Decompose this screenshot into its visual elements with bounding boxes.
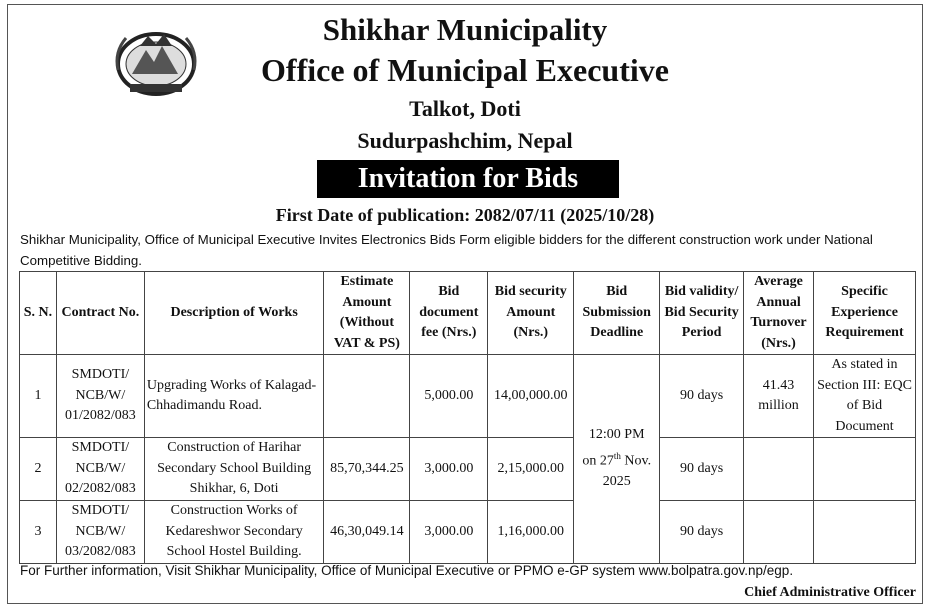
cell-validity: 90 days	[660, 501, 744, 564]
bids-table	[19, 271, 916, 564]
cell-description: Construction of Harihar Secondary School Building Shikhar, 6, Doti	[144, 438, 324, 501]
table-row	[20, 355, 916, 438]
header-contract: Contract No.	[56, 272, 144, 355]
cell-contract: SMDOTI/ NCB/W/ 02/2082/083	[56, 438, 144, 501]
footer-info: For Further information, Visit Shikhar Municipality, Office of Municipal Executive or PPMO e-GP system www.bolpatra.gov.np/egp.	[20, 563, 794, 578]
address-line: Talkot, Doti	[409, 96, 521, 121]
header-validity: Bid validity/ Bid Security Period	[660, 272, 744, 355]
cell-estimate: 85,70,344.25	[324, 438, 410, 501]
cell-estimate	[324, 355, 410, 438]
deadline-time: 12:00 PM	[588, 427, 645, 443]
header-deadline: Bid Submission Deadline	[574, 272, 660, 355]
cell-validity: 90 days	[660, 355, 744, 438]
signature: Chief Administrative Officer	[744, 585, 916, 600]
deadline-day-suffix: th	[613, 450, 621, 461]
header-sn: S. N.	[20, 272, 57, 355]
cell-security: 14,00,000.00	[488, 355, 574, 438]
cell-sn: 3	[20, 501, 57, 564]
cell-security: 2,15,000.00	[488, 438, 574, 501]
header-estimate: Estimate Amount (Without VAT & PS)	[324, 272, 410, 355]
deadline-day: on 27	[582, 453, 614, 469]
cell-fee: 3,000.00	[410, 438, 488, 501]
cell-experience	[814, 438, 916, 501]
cell-description: Upgrading Works of Kalagad-Chhadimandu Road.	[144, 355, 324, 438]
header-turnover: Average Annual Turnover (Nrs.)	[744, 272, 814, 355]
cell-fee: 3,000.00	[410, 501, 488, 564]
cell-experience: As stated in Section III: EQC of Bid Document	[814, 355, 916, 438]
cell-turnover	[744, 501, 814, 564]
header-fee: Bid document fee (Nrs.)	[410, 272, 488, 355]
header-experience: Specific Experience Requirement	[814, 272, 916, 355]
invitation-banner: Invitation for Bids	[317, 160, 619, 198]
province-line: Sudurpashchim, Nepal	[357, 128, 573, 153]
intro-text: Shikhar Municipality, Office of Municipal Executive Invites Electronics Bids Form eligible bidders for the different construction work under National Competitive Bidding.	[20, 232, 873, 268]
cell-deadline	[574, 355, 660, 564]
cell-experience	[814, 501, 916, 564]
table-header-row	[20, 272, 916, 355]
office-name: Office of Municipal Executive	[261, 52, 669, 88]
publication-date: First Date of publication: 2082/07/11 (2025/10/28)	[275, 205, 655, 225]
cell-contract: SMDOTI/ NCB/W/ 01/2082/083	[56, 355, 144, 438]
cell-turnover	[744, 438, 814, 501]
cell-turnover: 41.43 million	[744, 355, 814, 438]
cell-estimate: 46,30,049.14	[324, 501, 410, 564]
table-row	[20, 501, 916, 564]
cell-sn: 1	[20, 355, 57, 438]
cell-contract: SMDOTI/ NCB/W/ 03/2082/083	[56, 501, 144, 564]
cell-description: Construction Works of Kedareshwor Secondary School Hostel Building.	[144, 501, 324, 564]
deadline-year: 2025	[602, 473, 631, 489]
table-row	[20, 438, 916, 501]
header-security: Bid security Amount (Nrs.)	[488, 272, 574, 355]
cell-fee: 5,000.00	[410, 355, 488, 438]
deadline-month: Nov.	[624, 453, 652, 469]
cell-security: 1,16,000.00	[488, 501, 574, 564]
municipality-name: Shikhar Municipality	[322, 12, 608, 47]
header-description: Description of Works	[144, 272, 324, 355]
cell-sn: 2	[20, 438, 57, 501]
cell-validity: 90 days	[660, 438, 744, 501]
